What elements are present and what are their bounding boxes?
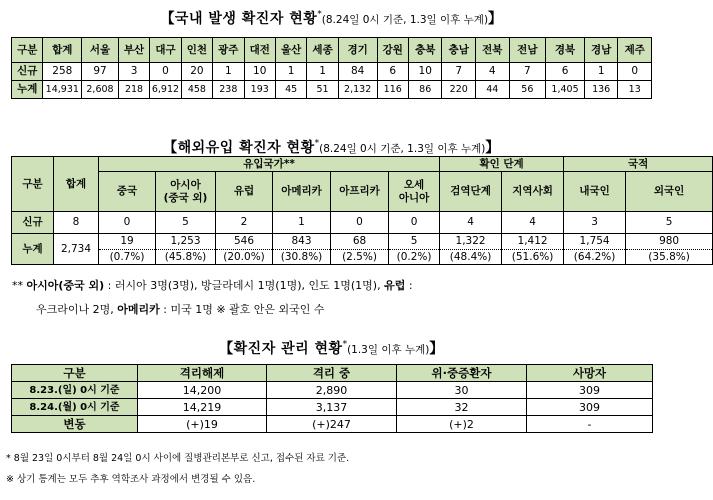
table-cell: (+)247 xyxy=(267,416,397,433)
table-cell: 0 xyxy=(389,212,440,234)
table-cell: 1 xyxy=(307,63,338,81)
column-header: 아프리카 xyxy=(331,172,389,212)
column-group-header: 확인 단계 xyxy=(440,157,564,172)
column-header: 지역사회 xyxy=(502,172,564,212)
table-cell: 458 xyxy=(181,81,212,99)
table-cell: 5 xyxy=(389,234,440,250)
column-header: 울산 xyxy=(275,38,306,63)
table-cell: 1,412 xyxy=(502,234,564,250)
column-header: 사망자 xyxy=(527,365,653,382)
table-cell: 1,754 xyxy=(564,234,626,250)
table-header-row xyxy=(12,365,653,382)
column-header: 검역단계 xyxy=(440,172,502,212)
table-cell: 238 xyxy=(213,81,244,99)
table-cell: 5 xyxy=(156,212,216,234)
table-cell: (20.0%) xyxy=(216,250,273,265)
table-cell: 97 xyxy=(82,63,119,81)
table-cell: 0 xyxy=(150,63,181,81)
table-cell: 3,137 xyxy=(267,399,397,416)
row-label: 누계 xyxy=(12,234,54,265)
column-header: 합계 xyxy=(54,157,99,212)
column-header: 세종 xyxy=(307,38,338,63)
column-header: 내국인 xyxy=(564,172,626,212)
row-label: 신규 xyxy=(12,212,54,234)
column-header: 강원 xyxy=(377,38,408,63)
table-row xyxy=(12,416,653,433)
domestic-title: 【국내 발생 확진자 현황*(8.24일 0시 기준, 1.3일 이후 누계)】 xyxy=(160,9,503,27)
column-header: 인천 xyxy=(181,38,212,63)
inflow-note-line2: 우크라이나 2명, 아메리카 : 미국 1명 ※ 괄호 안은 외국인 수 xyxy=(36,303,325,316)
table-cell: 309 xyxy=(527,382,653,399)
column-group-header: 국적 xyxy=(564,157,713,172)
table-cell: 2 xyxy=(216,212,273,234)
table-row xyxy=(12,399,653,416)
table-cell: (+)2 xyxy=(397,416,527,433)
column-header: 충남 xyxy=(442,38,476,63)
table-cell: 56 xyxy=(509,81,546,99)
table-row xyxy=(12,250,713,265)
column-header: 대구 xyxy=(150,38,181,63)
table-cell: 258 xyxy=(43,63,82,81)
table-cell: (45.8%) xyxy=(156,250,216,265)
domestic-table xyxy=(11,37,652,99)
table-row xyxy=(12,382,653,399)
table-cell: 193 xyxy=(244,81,275,99)
table-cell: 20 xyxy=(181,63,212,81)
table-cell: 8 xyxy=(54,212,99,234)
table-cell: 2,608 xyxy=(82,81,119,99)
table-cell: (64.2%) xyxy=(564,250,626,265)
inflow-note-line1: ** 아시아(중국 외) : 러시아 3명(3명), 방글라데시 1명(1명), 인도 1명(1명), 유럽 : xyxy=(12,279,413,292)
table-cell: 1,322 xyxy=(440,234,502,250)
row-label: 변동 xyxy=(12,416,138,433)
table-header-row xyxy=(12,157,713,172)
table-row xyxy=(12,81,652,99)
table-cell: - xyxy=(527,416,653,433)
table-cell: 1 xyxy=(275,63,306,81)
table-cell: (30.8%) xyxy=(273,250,331,265)
table-cell: (0.2%) xyxy=(389,250,440,265)
table-cell: 4 xyxy=(502,212,564,234)
table-cell: (51.6%) xyxy=(502,250,564,265)
table-cell: 2,890 xyxy=(267,382,397,399)
table-cell: 4 xyxy=(440,212,502,234)
table-cell: 1 xyxy=(273,212,331,234)
table-cell: (35.8%) xyxy=(626,250,713,265)
table-cell: 7 xyxy=(509,63,546,81)
table-cell: 19 xyxy=(99,234,156,250)
column-header: 광주 xyxy=(213,38,244,63)
column-header: 제주 xyxy=(618,38,652,63)
column-header: 전북 xyxy=(475,38,509,63)
table-cell: 220 xyxy=(442,81,476,99)
table-cell: 980 xyxy=(626,234,713,250)
column-header: 구분 xyxy=(12,38,43,63)
table-cell: 6 xyxy=(546,63,585,81)
table-row xyxy=(12,234,713,250)
table-header-row xyxy=(12,172,713,212)
table-cell: 14,200 xyxy=(138,382,267,399)
table-cell: 5 xyxy=(626,212,713,234)
row-label: 8.24.(월) 0시 기준 xyxy=(12,399,138,416)
table-cell: 6,912 xyxy=(150,81,181,99)
table-cell: (+)19 xyxy=(138,416,267,433)
table-cell: 843 xyxy=(273,234,331,250)
column-header: 아시아 (중국 외) xyxy=(156,172,216,212)
column-header: 위·중증환자 xyxy=(397,365,527,382)
column-header: 중국 xyxy=(99,172,156,212)
table-cell: 10 xyxy=(244,63,275,81)
column-group-header: 유입국가** xyxy=(99,157,440,172)
column-header: 경남 xyxy=(584,38,618,63)
table-cell: 0 xyxy=(331,212,389,234)
column-header: 격리 중 xyxy=(267,365,397,382)
table-cell: 1 xyxy=(213,63,244,81)
column-header: 아메리카 xyxy=(273,172,331,212)
table-cell: 68 xyxy=(331,234,389,250)
table-cell: 44 xyxy=(475,81,509,99)
management-title: 【확진자 관리 현황*(1.3일 이후 누계)】 xyxy=(219,339,444,357)
column-header: 충북 xyxy=(408,38,442,63)
table-cell: 6 xyxy=(377,63,408,81)
table-header-row xyxy=(12,38,652,63)
table-cell: 10 xyxy=(408,63,442,81)
table-cell: 136 xyxy=(584,81,618,99)
column-header: 구분 xyxy=(12,157,54,212)
column-header: 오세 아니아 xyxy=(389,172,440,212)
table-cell: 1,405 xyxy=(546,81,585,99)
row-label: 신규 xyxy=(12,63,43,81)
column-header: 경북 xyxy=(546,38,585,63)
table-cell: (48.4%) xyxy=(440,250,502,265)
column-header: 구분 xyxy=(12,365,138,382)
column-header: 격리해제 xyxy=(138,365,267,382)
table-cell: 51 xyxy=(307,81,338,99)
table-cell: 32 xyxy=(397,399,527,416)
table-cell: 546 xyxy=(216,234,273,250)
column-header: 서울 xyxy=(82,38,119,63)
column-header: 외국인 xyxy=(626,172,713,212)
table-cell: 116 xyxy=(377,81,408,99)
column-header: 대전 xyxy=(244,38,275,63)
footnote-2: ※ 상기 통계는 모두 추후 역학조사 과정에서 변경될 수 있음. xyxy=(6,474,256,485)
overseas-table xyxy=(11,156,713,265)
table-cell: 86 xyxy=(408,81,442,99)
row-label: 8.23.(일) 0시 기준 xyxy=(12,382,138,399)
column-header: 합계 xyxy=(43,38,82,63)
table-cell: 84 xyxy=(338,63,377,81)
table-cell: 7 xyxy=(442,63,476,81)
table-cell: (0.7%) xyxy=(99,250,156,265)
table-cell: 14,219 xyxy=(138,399,267,416)
table-cell: 30 xyxy=(397,382,527,399)
table-cell: 0 xyxy=(618,63,652,81)
table-cell: 3 xyxy=(118,63,149,81)
column-header: 부산 xyxy=(118,38,149,63)
table-cell: 3 xyxy=(564,212,626,234)
table-cell: 2,734 xyxy=(54,234,99,265)
table-cell: 1 xyxy=(584,63,618,81)
table-row xyxy=(12,63,652,81)
table-cell: 4 xyxy=(475,63,509,81)
table-cell: 218 xyxy=(118,81,149,99)
column-header: 전남 xyxy=(509,38,546,63)
table-cell: 0 xyxy=(99,212,156,234)
column-header: 유럽 xyxy=(216,172,273,212)
footnote-1: * 8월 23일 0시부터 8월 24일 0시 사이에 질병관리본부로 신고, 접수된 자료 기준. xyxy=(6,453,350,464)
table-cell: (2.5%) xyxy=(331,250,389,265)
table-row xyxy=(12,212,713,234)
table-cell: 13 xyxy=(618,81,652,99)
row-label: 누계 xyxy=(12,81,43,99)
column-header: 경기 xyxy=(338,38,377,63)
table-cell: 1,253 xyxy=(156,234,216,250)
table-cell: 2,132 xyxy=(338,81,377,99)
overseas-title: 【해외유입 확진자 현황*(8.24일 0시 기준, 1.3일 이후 누계)】 xyxy=(163,138,500,156)
management-table xyxy=(11,364,653,433)
table-cell: 45 xyxy=(275,81,306,99)
table-cell: 309 xyxy=(527,399,653,416)
table-cell: 14,931 xyxy=(43,81,82,99)
